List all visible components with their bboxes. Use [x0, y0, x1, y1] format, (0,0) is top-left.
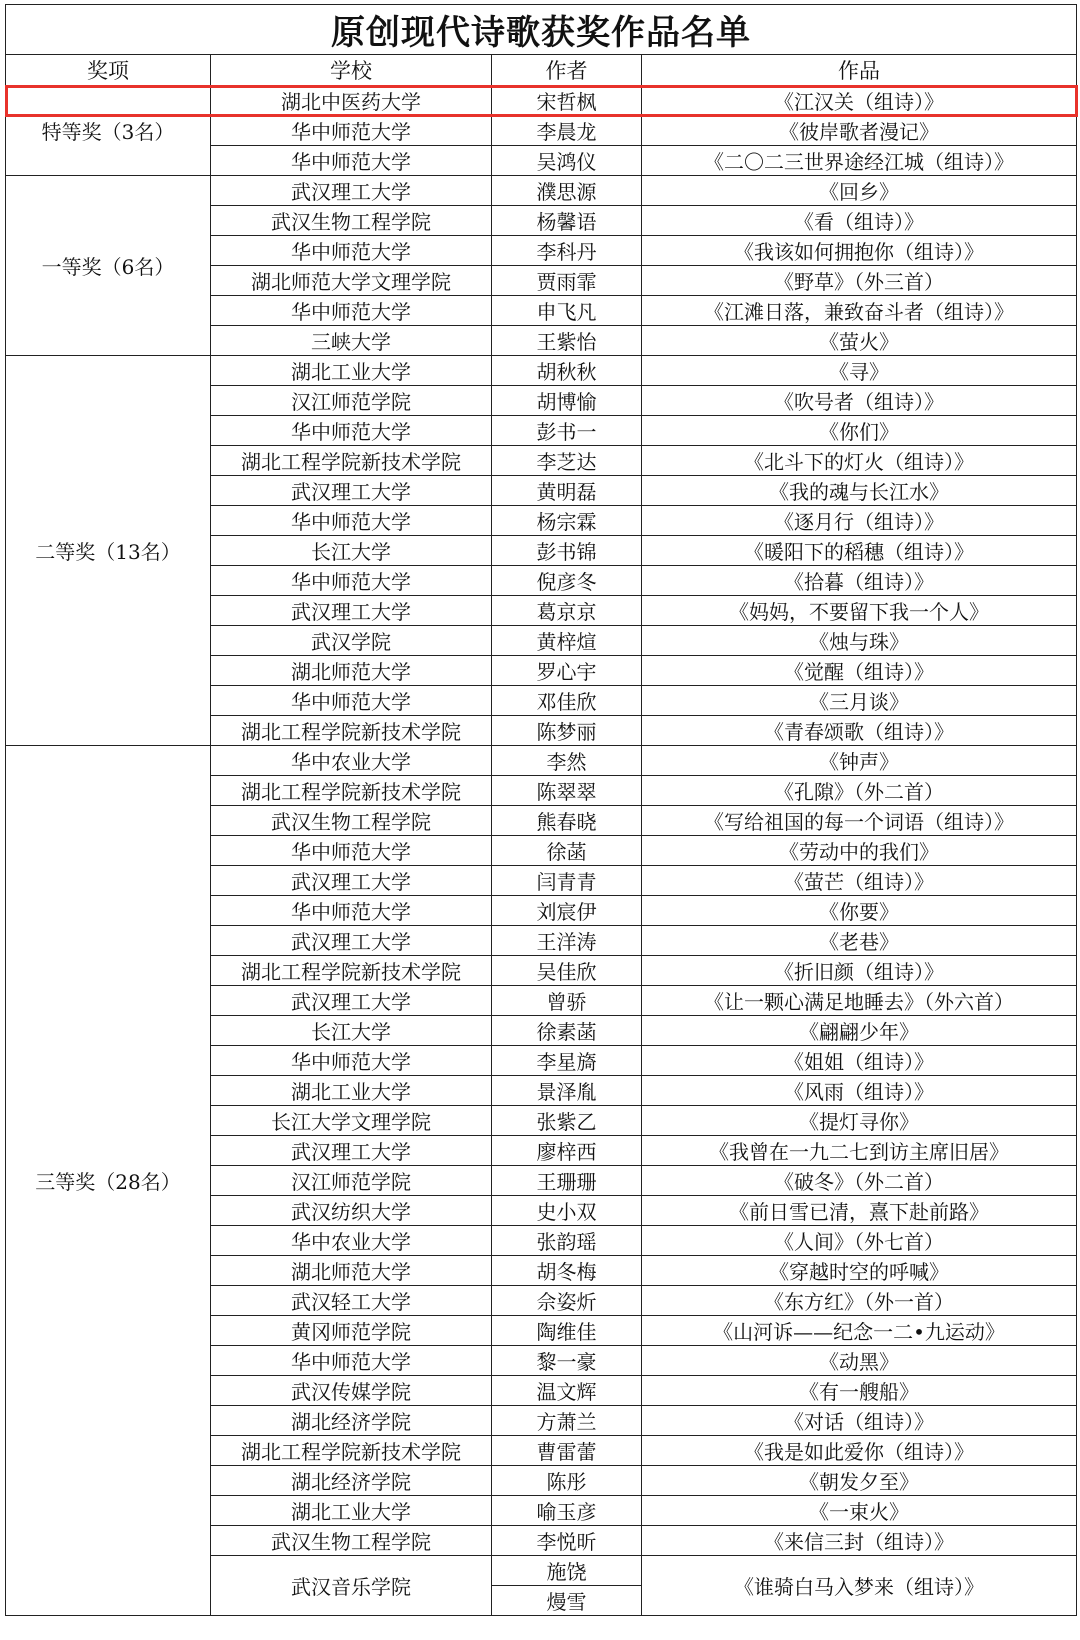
- school-cell: 湖北工程学院新技术学院: [211, 776, 492, 806]
- work-cell: 《孔隙》（外二首）: [642, 776, 1077, 806]
- work-cell: 《有一艘船》: [642, 1376, 1077, 1406]
- author-cell: 喻玉彦: [492, 1496, 642, 1526]
- school-cell: 华中师范大学: [211, 506, 492, 536]
- work-cell: 《劳动中的我们》: [642, 836, 1077, 866]
- work-cell: 《折旧颜（组诗）》: [642, 956, 1077, 986]
- school-cell: 华中师范大学: [211, 1046, 492, 1076]
- author-cell: 景泽胤: [492, 1076, 642, 1106]
- author-cell: 施饶: [492, 1556, 642, 1586]
- school-cell: 华中师范大学: [211, 416, 492, 446]
- work-cell: 《二〇二三世界途经江城（组诗）》: [642, 146, 1077, 176]
- work-cell: 《风雨（组诗）》: [642, 1076, 1077, 1106]
- work-cell: 《烛与珠》: [642, 626, 1077, 656]
- work-cell: 《朝发夕至》: [642, 1466, 1077, 1496]
- author-cell: 胡博愉: [492, 386, 642, 416]
- work-cell: 《人间》（外七首）: [642, 1226, 1077, 1256]
- table-row: [6, 356, 1077, 386]
- work-cell: 《山河诉——纪念一二•九运动》: [642, 1316, 1077, 1346]
- author-cell: 王珊珊: [492, 1166, 642, 1196]
- author-cell: 李星旖: [492, 1046, 642, 1076]
- table-row: [6, 86, 1077, 116]
- author-cell: 黄明磊: [492, 476, 642, 506]
- author-cell: 王洋涛: [492, 926, 642, 956]
- school-cell: 湖北工业大学: [211, 1496, 492, 1526]
- school-cell: 武汉理工大学: [211, 986, 492, 1016]
- author-cell: 史小双: [492, 1196, 642, 1226]
- work-cell: 《拾暮（组诗）》: [642, 566, 1077, 596]
- work-cell: 《吹号者（组诗）》: [642, 386, 1077, 416]
- school-cell: 武汉传媒学院: [211, 1376, 492, 1406]
- work-cell: 《我的魂与长江水》: [642, 476, 1077, 506]
- author-cell: 熳雪: [492, 1586, 642, 1616]
- work-cell: 《你要》: [642, 896, 1077, 926]
- school-cell: 武汉理工大学: [211, 476, 492, 506]
- school-cell: 华中师范大学: [211, 296, 492, 326]
- author-cell: 倪彦冬: [492, 566, 642, 596]
- author-cell: 李然: [492, 746, 642, 776]
- school-cell: 华中师范大学: [211, 686, 492, 716]
- author-cell: 罗心宇: [492, 656, 642, 686]
- work-cell: 《穿越时空的呼喊》: [642, 1256, 1077, 1286]
- award-table: [5, 4, 1077, 1616]
- author-cell: 李晨龙: [492, 116, 642, 146]
- author-cell: 申飞凡: [492, 296, 642, 326]
- school-cell: 武汉纺织大学: [211, 1196, 492, 1226]
- school-cell: 湖北师范大学文理学院: [211, 266, 492, 296]
- school-cell: 武汉理工大学: [211, 866, 492, 896]
- author-cell: 陈翠翠: [492, 776, 642, 806]
- school-cell: 湖北经济学院: [211, 1466, 492, 1496]
- author-cell: 陈梦丽: [492, 716, 642, 746]
- school-cell: 湖北经济学院: [211, 1406, 492, 1436]
- header-award: 奖项: [6, 55, 211, 86]
- header-work: 作品: [642, 55, 1077, 86]
- school-cell: 华中师范大学: [211, 236, 492, 266]
- author-cell: 廖梓西: [492, 1136, 642, 1166]
- author-cell: 杨宗霖: [492, 506, 642, 536]
- author-cell: 闫青青: [492, 866, 642, 896]
- work-cell: 《逐月行（组诗）》: [642, 506, 1077, 536]
- school-cell: 湖北工程学院新技术学院: [211, 1436, 492, 1466]
- award-level-cell: 一等奖（6名）: [6, 176, 211, 356]
- author-cell: 刘宸伊: [492, 896, 642, 926]
- school-cell: 武汉理工大学: [211, 596, 492, 626]
- work-cell: 《萤火》: [642, 326, 1077, 356]
- school-cell: 武汉生物工程学院: [211, 806, 492, 836]
- school-cell: 湖北中医药大学: [211, 86, 492, 116]
- work-cell: 《钟声》: [642, 746, 1077, 776]
- work-cell: 《北斗下的灯火（组诗）》: [642, 446, 1077, 476]
- school-cell: 湖北工程学院新技术学院: [211, 956, 492, 986]
- school-cell: 武汉轻工大学: [211, 1286, 492, 1316]
- school-cell: 黄冈师范学院: [211, 1316, 492, 1346]
- author-cell: 黄梓煊: [492, 626, 642, 656]
- author-cell: 张紫乙: [492, 1106, 642, 1136]
- work-cell: 《觉醒（组诗）》: [642, 656, 1077, 686]
- school-cell: 华中师范大学: [211, 836, 492, 866]
- work-cell: 《让一颗心满足地睡去》（外六首）: [642, 986, 1077, 1016]
- author-cell: 曹雷蕾: [492, 1436, 642, 1466]
- work-cell: 《寻》: [642, 356, 1077, 386]
- work-cell: 《东方红》（外一首）: [642, 1286, 1077, 1316]
- author-cell: 李科丹: [492, 236, 642, 266]
- work-cell: 《青春颂歌（组诗）》: [642, 716, 1077, 746]
- school-cell: 武汉生物工程学院: [211, 1526, 492, 1556]
- school-cell: 湖北工业大学: [211, 1076, 492, 1106]
- school-cell: 武汉音乐学院: [211, 1556, 492, 1616]
- school-cell: 武汉理工大学: [211, 926, 492, 956]
- author-cell: 黎一豪: [492, 1346, 642, 1376]
- author-cell: 彭书一: [492, 416, 642, 446]
- school-cell: 三峡大学: [211, 326, 492, 356]
- school-cell: 湖北师范大学: [211, 1256, 492, 1286]
- work-cell: 《老巷》: [642, 926, 1077, 956]
- school-cell: 汉江师范学院: [211, 386, 492, 416]
- work-cell: 《对话（组诗）》: [642, 1406, 1077, 1436]
- work-cell: 《谁骑白马入梦来（组诗）》: [642, 1556, 1077, 1616]
- work-cell: 《三月谈》: [642, 686, 1077, 716]
- author-cell: 熊春晓: [492, 806, 642, 836]
- author-cell: 温文辉: [492, 1376, 642, 1406]
- work-cell: 《彼岸歌者漫记》: [642, 116, 1077, 146]
- author-cell: 葛京京: [492, 596, 642, 626]
- school-cell: 长江大学: [211, 1016, 492, 1046]
- school-cell: 华中师范大学: [211, 566, 492, 596]
- author-cell: 徐素菡: [492, 1016, 642, 1046]
- work-cell: 《我该如何拥抱你（组诗）》: [642, 236, 1077, 266]
- author-cell: 李芝达: [492, 446, 642, 476]
- table-row: [6, 746, 1077, 776]
- work-cell: 《野草》（外三首）: [642, 266, 1077, 296]
- work-cell: 《姐姐（组诗）》: [642, 1046, 1077, 1076]
- author-cell: 张韵瑶: [492, 1226, 642, 1256]
- school-cell: 长江大学文理学院: [211, 1106, 492, 1136]
- work-cell: 《来信三封（组诗）》: [642, 1526, 1077, 1556]
- author-cell: 贾雨霏: [492, 266, 642, 296]
- work-cell: 《暖阳下的稻穗（组诗）》: [642, 536, 1077, 566]
- school-cell: 湖北工程学院新技术学院: [211, 716, 492, 746]
- school-cell: 湖北工程学院新技术学院: [211, 446, 492, 476]
- author-cell: 胡冬梅: [492, 1256, 642, 1286]
- work-cell: 《动黑》: [642, 1346, 1077, 1376]
- author-cell: 陈彤: [492, 1466, 642, 1496]
- work-cell: 《提灯寻你》: [642, 1106, 1077, 1136]
- author-cell: 李悦昕: [492, 1526, 642, 1556]
- work-cell: 《江汉关（组诗）》: [642, 86, 1077, 116]
- work-cell: 《写给祖国的每一个词语（组诗）》: [642, 806, 1077, 836]
- work-cell: 《回乡》: [642, 176, 1077, 206]
- school-cell: 华中师范大学: [211, 116, 492, 146]
- school-cell: 湖北师范大学: [211, 656, 492, 686]
- page-title: 原创现代诗歌获奖作品名单: [6, 5, 1077, 55]
- school-cell: 武汉理工大学: [211, 1136, 492, 1166]
- work-cell: 《你们》: [642, 416, 1077, 446]
- school-cell: 华中师范大学: [211, 896, 492, 926]
- award-level-cell: 三等奖（28名）: [6, 746, 211, 1616]
- school-cell: 武汉理工大学: [211, 176, 492, 206]
- header-author: 作者: [492, 55, 642, 86]
- work-cell: 《萤芒（组诗）》: [642, 866, 1077, 896]
- work-cell: 《妈妈，不要留下我一个人》: [642, 596, 1077, 626]
- school-cell: 华中农业大学: [211, 1226, 492, 1256]
- author-cell: 胡秋秋: [492, 356, 642, 386]
- work-cell: 《看（组诗）》: [642, 206, 1077, 236]
- table-body: [6, 86, 1077, 1616]
- work-cell: 《前日雪已清，熹下赴前路》: [642, 1196, 1077, 1226]
- author-cell: 吴佳欣: [492, 956, 642, 986]
- author-cell: 彭书锦: [492, 536, 642, 566]
- school-cell: 武汉学院: [211, 626, 492, 656]
- school-cell: 湖北工业大学: [211, 356, 492, 386]
- author-cell: 徐菡: [492, 836, 642, 866]
- school-cell: 汉江师范学院: [211, 1166, 492, 1196]
- author-cell: 曾骄: [492, 986, 642, 1016]
- author-cell: 佘姿炘: [492, 1286, 642, 1316]
- work-cell: 《江滩日落，兼致奋斗者（组诗）》: [642, 296, 1077, 326]
- work-cell: 《我曾在一九二七到访主席旧居》: [642, 1136, 1077, 1166]
- author-cell: 杨馨语: [492, 206, 642, 236]
- work-cell: 《翩翩少年》: [642, 1016, 1077, 1046]
- author-cell: 宋哲枫: [492, 86, 642, 116]
- header-school: 学校: [211, 55, 492, 86]
- work-cell: 《我是如此爱你（组诗）》: [642, 1436, 1077, 1466]
- school-cell: 华中师范大学: [211, 1346, 492, 1376]
- school-cell: 长江大学: [211, 536, 492, 566]
- author-cell: 陶维佳: [492, 1316, 642, 1346]
- author-cell: 方萧兰: [492, 1406, 642, 1436]
- work-cell: 《破冬》（外二首）: [642, 1166, 1077, 1196]
- award-level-cell: 特等奖（3名）: [6, 86, 211, 176]
- author-cell: 濮思源: [492, 176, 642, 206]
- table-row: [6, 176, 1077, 206]
- author-cell: 王紫怡: [492, 326, 642, 356]
- work-cell: 《一束火》: [642, 1496, 1077, 1526]
- author-cell: 吴鸿仪: [492, 146, 642, 176]
- school-cell: 华中师范大学: [211, 146, 492, 176]
- author-cell: 邓佳欣: [492, 686, 642, 716]
- award-level-cell: 二等奖（13名）: [6, 356, 211, 746]
- school-cell: 武汉生物工程学院: [211, 206, 492, 236]
- school-cell: 华中农业大学: [211, 746, 492, 776]
